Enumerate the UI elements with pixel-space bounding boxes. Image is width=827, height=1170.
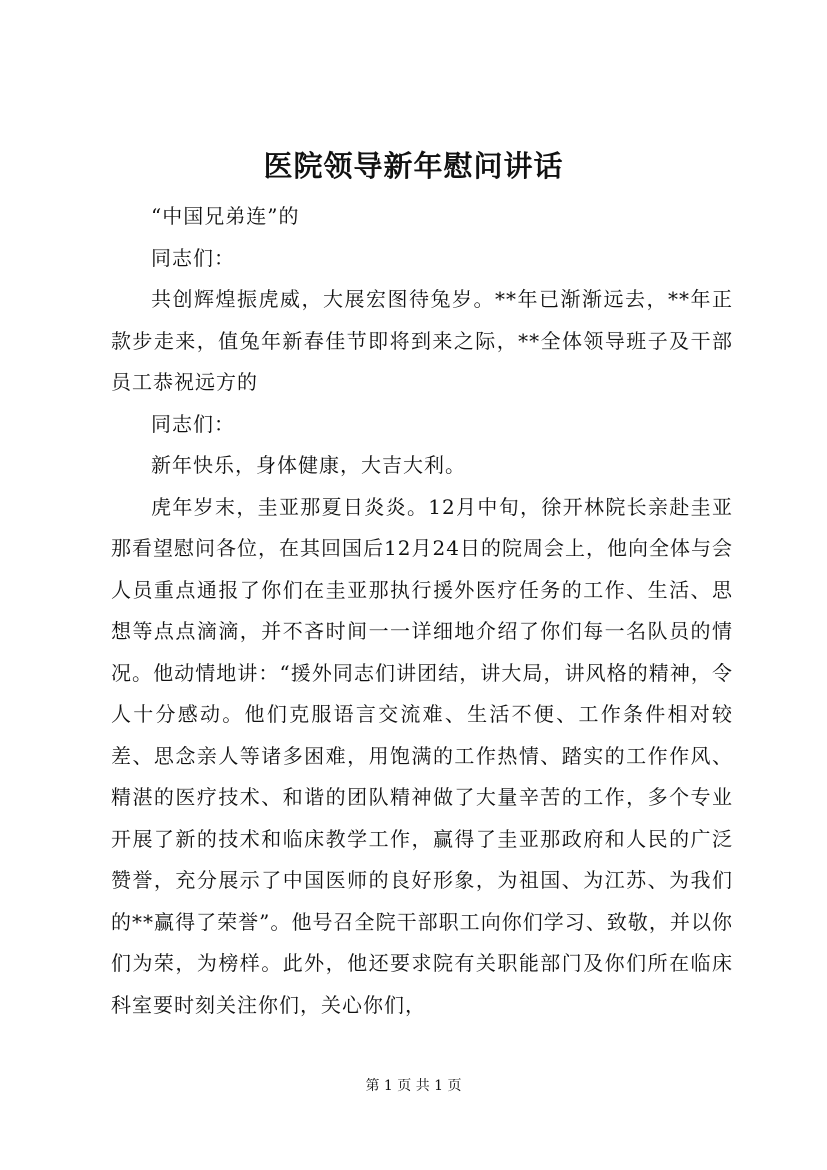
paragraph-salutation: 同志们： <box>151 245 235 270</box>
document-body <box>111 196 733 1026</box>
paragraph-greeting: 共创辉煌振虎威，大展宏图待兔岁。**年已渐渐远去，**年正款步走来，值兔年新春佳节即将到来之际，**全体领导班子及干部员工恭祝远方的 <box>111 287 733 394</box>
document-title: 医院领导新年慰问讲话 <box>263 149 564 183</box>
page-footer: 第 1 页 共 1 页 <box>365 1078 462 1094</box>
paragraph-wishes: 新年快乐，身体健康，大吉大利。 <box>151 453 466 477</box>
paragraph-salutation-2: 同志们： <box>151 411 235 436</box>
paragraph-main: 虎年岁末，圭亚那夏日炎炎。12月中旬，徐开林院长亲赴圭亚那看望慰问各位，在其回国后12月24日的院周会上，他向全体与会人员重点通报了你们在圭亚那执行援外医疗任务的工作、生活、思想等点点滴滴，并不吝时间一一详细地介绍了你们每一名队员的情况。他动情地讲：“援外同志们讲团结，讲大局，讲风格的精神，令人十分感动。他们克服语言交流难、生活不便、工作条件相对较差、思念亲人等诸多困难，用饱满的工作热情、踏实的工作作风、精湛的医疗技术、和谐的团队精神做了大量辛苦的工作，多个专业开展了新的技术和临床教学工作，赢得了圭亚那政府和人民的广泛赞誉，充分展示了中国医师的良好形象，为祖国、为江苏、为我们的**赢得了荣誉”。他号召全院干部职工向你们学习、致敬，并以你们为荣，为榜样。此外，他还要求院有关职能部门及你们所在临床科室要时刻关注你们，关心你们， <box>111 494 733 1017</box>
paragraph-salutation-heading: “中国兄弟连”的 <box>151 204 300 228</box>
